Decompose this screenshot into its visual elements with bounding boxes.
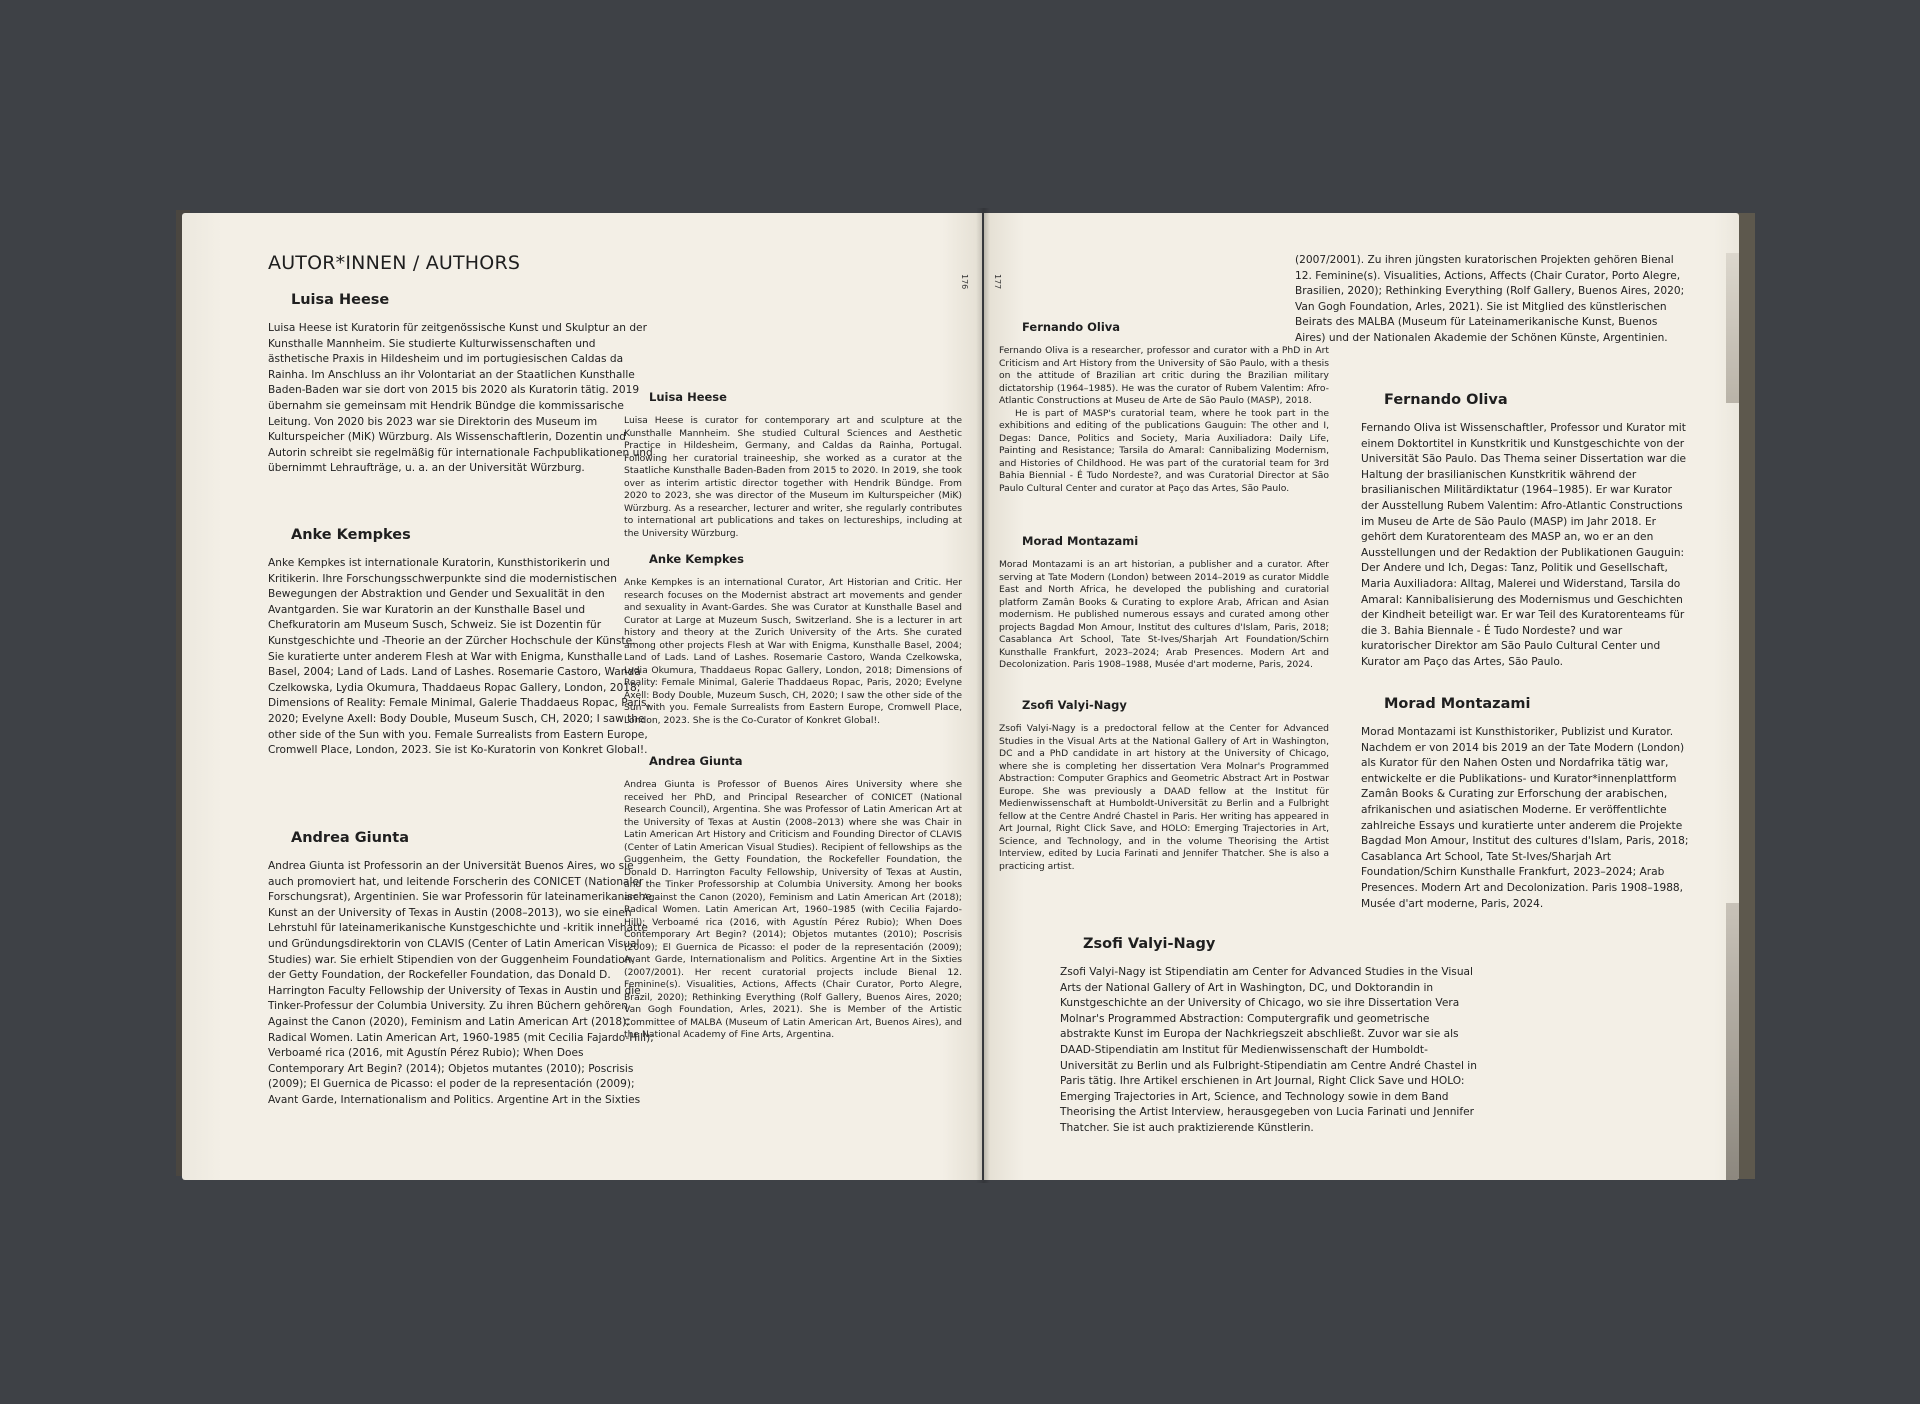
right-page	[984, 213, 1739, 1180]
bio-kempkes-de: Anke Kempkes ist internationale Kuratorin, Kunsthistorikerin und Kritikerin. Ihre Forschungsschwerpunkte sind die modernistischen Bewegungen der Abstraktion und Gender und Sexualität in den Avantgarden. Sie war Kuratorin an der Kunsthalle Basel und Chefkuratorin am Museum Susch, Schweiz. Sie ist Dozentin für Kunstgeschichte und -Theorie an der Zürcher Hochschule der Künste. Sie kuratierte unter anderem Flesh at War with Enigma, Kunsthalle Basel, 2004; Land of Lads. Land of Lashes. Rosemarie Castoro, Wanda Czelkowska, Lydia Okumura, Thaddaeus Ropac Gallery, London, 2018; Dimensions of Reality: Female Minimal, Galerie Thaddaeus Ropac, Paris, 2020; Evelyne Axell: Body Double, Museum Susch, CH, 2020; I saw the other side of the Sun with you. Female Surrealists from Eastern Europe, Cromwell Place, London, 2023. Sie ist Ko-Kuratorin von Konkret Global!.	[268, 557, 650, 757]
author-name-giunta-de: Andrea Giunta	[291, 830, 409, 846]
bio-montazami-de: Morad Montazami ist Kunsthistoriker, Publizist und Kurator. Nachdem er von 2014 bis 2019 an der Tate Modern (London) als Kurator für den Nahen Osten und Nordafrika tätig war, entwickelte er die Publikations- und Kurator*innenplattform Zamân Books & Curating zur Erforschung der arabischen, afrikanischen und asiatischen Moderne. Er veröffentlichte zahlreiche Essays und kuratierte unter anderem die Projekte Bagdad Mon Amour, Institut des cultures d'Islam, Paris, 2018; Casablanca Art School, Tate St-Ives/Sharjah Art Foundation/Schirn Kunsthalle Frankfurt, 2023–2024; Arab Presences. Modern Art and Decolonization. Paris 1908–1988, Musée d'art moderne, Paris, 2024.	[1361, 726, 1689, 910]
underlying-photo-edge-top	[1726, 253, 1739, 403]
author-name-kempkes-de: Anke Kempkes	[291, 527, 411, 543]
bio-oliva-en	[999, 345, 1329, 495]
spread-title: AUTOR*INNEN / AUTHORS	[268, 252, 521, 274]
bio-giunta-en: Andrea Giunta is Professor of Buenos Aires University where she received her PhD, and Principal Researcher of CONICET (National Research Council), Argentina. She was Professor of Latin American Art at the University of Texas at Austin (2008–2013) where she was Chair in Latin American Art History and Criticism and Founding Director of CLAVIS (Center of Latin American Visual Studies). Recipient of fellowships as the Guggenheim, the Getty Foundation, the Rockefeller Foundation, the Donald D. Harrington Faculty Fellowship, University of Texas at Austin, and the Tinker Professorship at Columbia University. Among her books are Against the Canon (2020), Feminism and Latin American Art (2018); Radical Women. Latin American Art, 1960–1985 (with Cecilia Fajardo-Hill); Verboamé rica (2016, with Agustín Pérez Rubio); When Does Contemporary Art Begin? (2014); Objetos mutantes (2010); Poscrisis (2009); El Guernica de Picasso: el poder de la representación (2009); Avant Garde, Internationalism and Politics. Argentine Art in the Sixties (2007/2001). Her recent curatorial projects include Bienal 12. Feminine(s). Visualities, Actions, Affects (Chair Curator, Porto Alegre, Brazil, 2020); Rethinking Everything (Rolf Gallery, Buenos Aires, 2020; Van Gogh Foundation, Arles, 2021). She is Member of the Artistic Committee of MALBA (Museum of Latin American Art, Buenos Aires), and the National Academy of Fine Arts, Argentina.	[624, 779, 962, 1040]
bio-valyi-de: Zsofi Valyi-Nagy ist Stipendiatin am Center for Advanced Studies in the Visual Arts der National Gallery of Art in Washington, DC, und Doktorandin in Kunstgeschichte an der University of Chicago, wo sie ihre Dissertation Vera Molnar's Programmed Abstraction: Computergrafik und geometrische abstrakte Kunst im Europa der Nachkriegszeit abschließt. Zuvor war sie als DAAD-Stipendiatin am Institut für Medienwissenschaft der Humboldt-Universität zu Berlin und als Fulbright-Stipendiatin am Centre André Chastel in Paris tätig. Ihre Artikel erschienen in Art Journal, Right Click Save und HOLO: Emerging Trajectories in Art, Science, and Technology sowie in dem Band Theorising the Artist Interview, herausgegeben von Lucia Farinati und Jennifer Thatcher. Sie ist auch praktizierende Künstlerin.	[1060, 966, 1477, 1134]
left-page	[182, 213, 982, 1180]
author-name-montazami-de: Morad Montazami	[1384, 696, 1531, 712]
bio-oliva-de: Fernando Oliva ist Wissenschaftler, Professor und Kurator mit einem Doktortitel in Kunstkritik und Kunstgeschichte von der Universität São Paulo. Das Thema seiner Dissertation war die Haltung der brasilianischen Kunstkritik während der brasilianischen Militärdiktatur (1964–1985). Er war Kurator der Ausstellung Rubem Valentim: Afro-Atlantic Constructions im Museu de Arte de São Paulo (MASP) im Jahr 2018. Er gehört dem Kuratorenteam des MASP an, wo er an den Ausstellungen und der Redaktion der Publikationen Gauguin: Der Andere und Ich, Degas: Tanz, Politik und Gesellschaft, Maria Auxiliadora: Alltag, Malerei und Widerstand, Tarsila do Amaral: Kannibalisierung des Modernismus und Geschichten der Kindheit beteiligt war. Er war Teil des Kuratorenteams für die 3. Bahia Biennale - É Tudo Nordeste? und war kuratorischer Direktor am São Paulo Cultural Center und Kurator am Paço das Artes, São Paulo.	[1361, 422, 1687, 668]
bio-giunta-de-continued: (2007/2001). Zu ihren jüngsten kuratorischen Projekten gehören Bienal 12. Feminine(s). Visualities, Actions, Affects (Chair Curator, Porto Alegre, Brasilien, 2020); Rethinking Everything (Rolf Gallery, Buenos Aires, 2020; Van Gogh Foundation, Arles, 2021). Sie ist Mitglied des künstlerischen Beirats des MALBA (Museum für Lateinamerikanische Kunst, Buenos Aires) und der Nationalen Akademie der Schönen Künste, Argentinien.	[1295, 254, 1685, 344]
page-number-right: 177	[993, 274, 1002, 290]
bio-montazami-en: Morad Montazami is an art historian, a publisher and a curator. After serving at Tate Modern (London) between 2014–2019 as curator Middle East and North Africa, he developed the publishing and curatorial platform Zamân Books & Curating to explore Arab, African and Asian modernism. He published numerous essays and curated among other projects Bagdad Mon Amour, Institut des cultures d'Islam, Paris, 2018; Casablanca Art School, Tate St-Ives/Sharjah Art Foundation/Schirn Kunsthalle Frankfurt, 2023–2024; Arab Presences. Modern Art and Decolonization. Paris 1908–1988, Musée d'art moderne, Paris, 2024.	[999, 559, 1329, 670]
author-name-montazami-en: Morad Montazami	[1022, 534, 1139, 548]
author-name-valyi-de: Zsofi Valyi-Nagy	[1083, 936, 1216, 952]
bio-kempkes-en: Anke Kempkes is an international Curator, Art Historian and Critic. Her research focuses on the Modernist abstract art movements and gender and sexuality in Avant-Gardes. She was Curator at Kunsthalle Basel and Curator at Large at Muzeum Susch, Switzerland. She is a lecturer in art history and theory at the Zurich University of the Arts. She curated among other projects Flesh at War with Enigma, Kunsthalle Basel, 2004; Land of Lads. Land of Lashes. Rosemarie Castoro, Wanda Czelkowska, Lydia Okumura, Thaddaeus Ropac Gallery, London, 2018; Dimensions of Reality: Female Minimal, Galerie Thaddaeus Ropac, Paris, 2020; Evelyne Axell: Body Double, Muzeum Susch, CH, 2020; I saw the other side of the Sun with you. Female Surrealists from Eastern Europe, Cromwell Place, London, 2023. She is the Co-Curator of Konkret Global!.	[624, 577, 962, 726]
book-gutter	[976, 208, 990, 1183]
bio-oliva-en-p2: He is part of MASP's curatorial team, where he took part in the exhibitions and editing of the publications Gauguin: The other and I, Degas: Dance, Politics and Society, Maria Auxiliadora: Daily Life, Painting and Resistance; Tarsila do Amaral: Cannibalizing Modernism, and Histories of Childhood. He was part of the curatorial team for 3rd Bahia Biennial - É Tudo Nordeste?, and was Curatorial Director at São Paulo Cultural Center and curator at Paço das Artes, São Paulo.	[999, 407, 1329, 494]
author-name-oliva-en: Fernando Oliva	[1022, 320, 1121, 334]
bio-heese-de: Luisa Heese ist Kuratorin für zeitgenössische Kunst und Skulptur an der Kunsthalle Mannheim. Sie studierte Kulturwissenschaften und ästhetische Praxis in Hildesheim und im portugiesischen Caldas da Rainha. Im Anschluss an ihr Volontariat an der Staatlichen Kunsthalle Baden-Baden war sie dort von 2015 bis 2020 als Kuratorin tätig. 2019 übernahm sie gemeinsam mit Hendrik Bündge die kommissarische Leitung. Von 2020 bis 2023 war sie Direktorin des Museum im Kulturspeicher (MiK) Würzburg. Als Wissenschaftlerin, Dozentin und Autorin schreibt sie regelmäßig für internationale Fachpublikationen und übernimmt Lehraufträge, u. a. an der Universität Würzburg.	[268, 322, 653, 475]
author-name-heese-en: Luisa Heese	[649, 390, 727, 404]
bio-giunta-de: Andrea Giunta ist Professorin an der Universität Buenos Aires, wo sie auch promoviert hat, und leitende Forscherin des CONICET (Nationaler Forschungsrat), Argentinien. Sie war Professorin für lateinamerikanische Kunst an der University of Texas in Austin (2008–2013), wo sie einen Lehrstuhl für lateinamerikanische Kunstgeschichte und -kritik innehatte und Gründungsdirektorin von CLAVIS (Center of Latin American Visual Studies) war. Sie erhielt Stipendien von der Guggenheim Foundation, der Getty Foundation, der Rockefeller Foundation, das Donald D. Harrington Faculty Fellowship der University of Texas in Austin und die Tinker-Professur der Columbia University. Zu ihren Büchern gehören Against the Canon (2020), Feminism and Latin American Art (2018); Radical Women. Latin American Art, 1960-1985 (mit Cecilia Fajardo-Hill); Verboamé rica (2016, mit Agustín Pérez Rubio); When Does Contemporary Art Begin? (2014); Objetos mutantes (2010); Poscrisis (2009); El Guernica de Picasso: el poder de la representación (2009); Avant Garde, Internationalism and Politics. Argentine Art in the Sixties	[268, 860, 654, 1106]
author-name-giunta-en: Andrea Giunta	[649, 754, 743, 768]
page-number-left: 176	[960, 274, 969, 290]
author-name-heese-de: Luisa Heese	[291, 292, 390, 308]
author-name-valyi-en: Zsofi Valyi-Nagy	[1022, 698, 1127, 712]
author-name-oliva-de: Fernando Oliva	[1384, 392, 1508, 408]
bio-valyi-en: Zsofi Valyi-Nagy is a predoctoral fellow at the Center for Advanced Studies in the Visual Arts at the National Gallery of Art in Washington, DC and a PhD candidate in art history at the University of Chicago, where she is completing her dissertation Vera Molnar's Programmed Abstraction: Computer Graphics and Geometric Abstract Art in Postwar Europe. She was previously a DAAD fellow at the Institut für Medienwissenschaft at Humboldt-Universität zu Berlin and a Fulbright fellow at the Centre André Chastel in Paris. Her writing has appeared in Art Journal, Right Click Save, and HOLO: Emerging Trajectories in Art, Science, and Technology, and in the volume Theorising the Artist Interview, edited by Lucia Farinati and Jennifer Thatcher. She is also a practicing artist.	[999, 723, 1329, 872]
underlying-photo-edge-bottom	[1726, 903, 1739, 1180]
bio-oliva-en-p1: Fernando Oliva is a researcher, professor and curator with a PhD in Art Criticism and Art History from the University of São Paulo, with a thesis on the attitude of Brazilian art critic during the Brazilian military dictatorship (1964–1985). He was the curator of Rubem Valentim: Afro-Atlantic Constructions at Museu de Arte de São Paulo (MASP), 2018.	[999, 345, 1329, 406]
bio-heese-en: Luisa Heese is curator for contemporary art and sculpture at the Kunsthalle Mannheim. She studied Cultural Sciences and Aesthetic Practice in Hildesheim, Germany, and Caldas da Rainha, Portugal. Following her curatorial traineeship, she worked as a curator at the Staatliche Kunsthalle Baden-Baden from 2015 to 2020. In 2019, she took over as interim artistic director together with Hendrik Bündge. From 2020 to 2023, she was director of the Museum im Kulturspeicher (MiK) Würzburg. As a researcher, lecturer and writer, she regularly contributes to international art publications and takes on lectureships, including at the University Würzburg.	[624, 415, 962, 539]
author-name-kempkes-en: Anke Kempkes	[649, 552, 744, 566]
